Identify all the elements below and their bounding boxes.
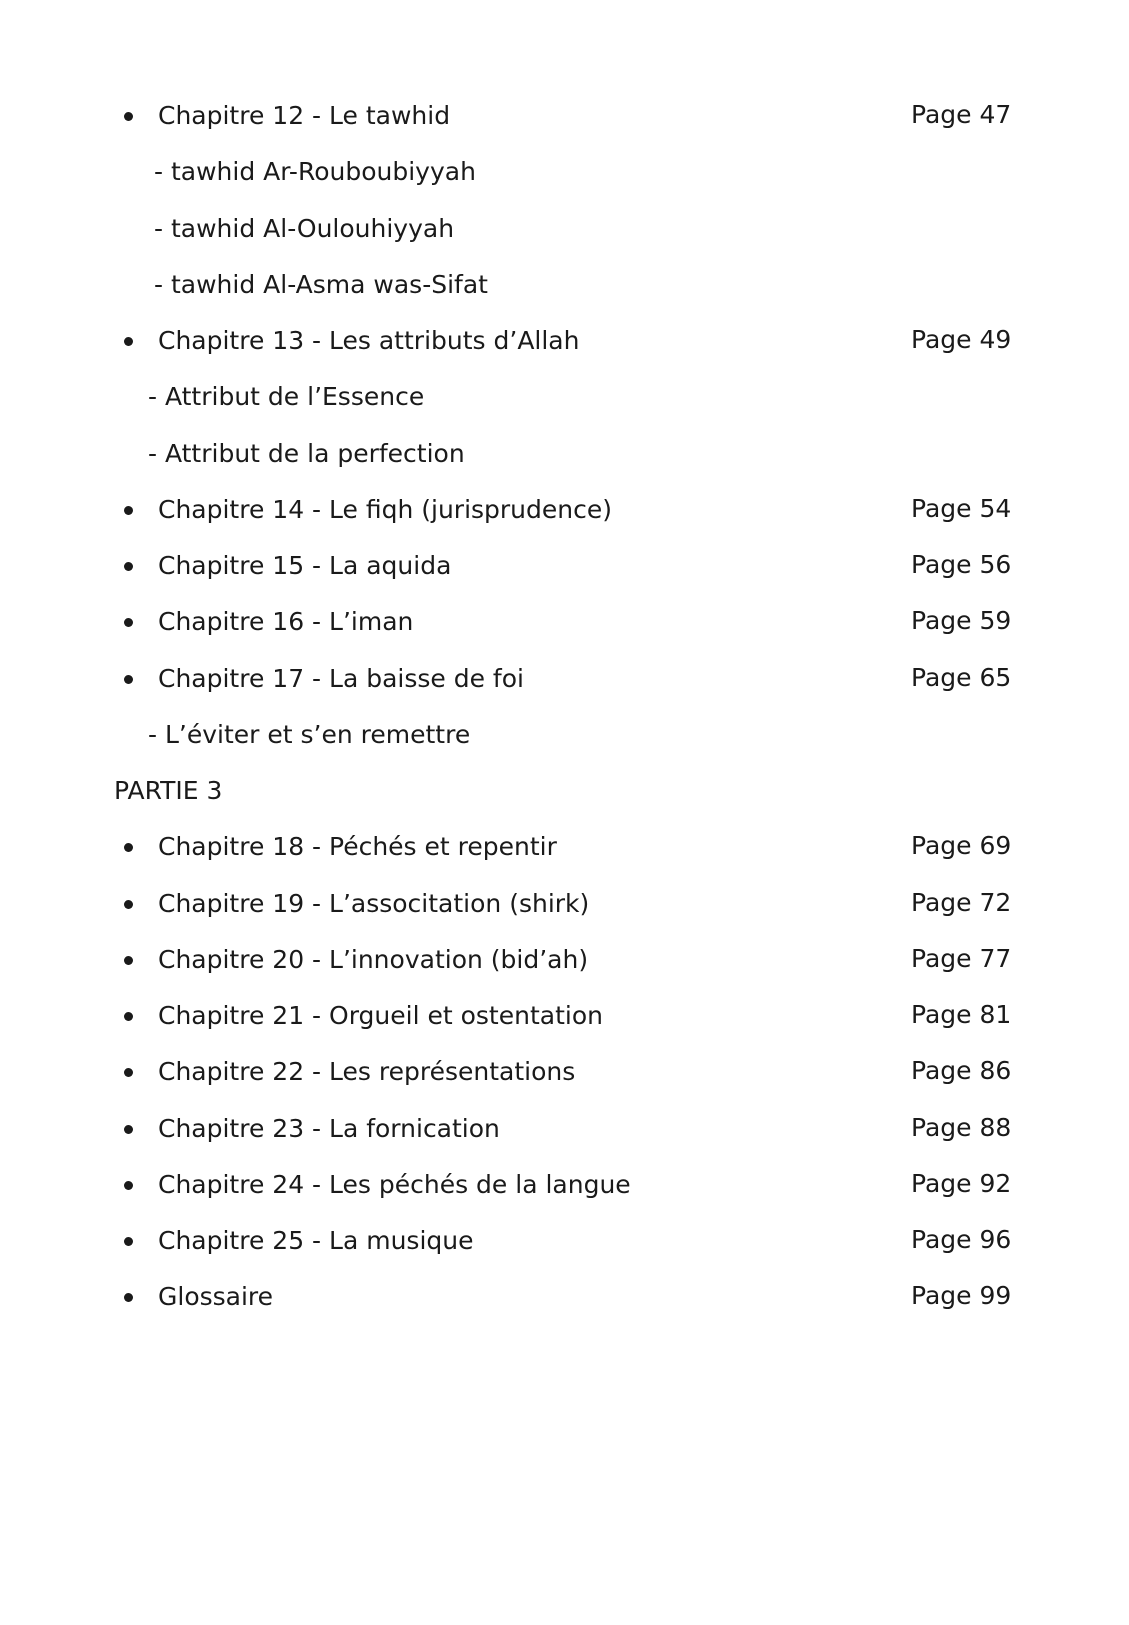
toc-entry [0,1221,1129,1261]
toc-entry [0,884,1129,924]
toc-subentry-title: - tawhid Ar-Rouboubiyyah [154,157,476,187]
toc-entry-title: Chapitre 16 - L’iman [158,607,414,637]
toc-entry-page: Page 59 [911,606,1012,636]
bullet-icon [124,1125,133,1134]
toc-subentry-title: - Attribut de la perfection [148,438,465,468]
bullet-icon [124,1068,133,1077]
toc-entry-page: Page 49 [911,325,1012,354]
toc-entry-page: Page 56 [911,550,1012,579]
toc-entry [0,602,1129,642]
toc-entry-title: Chapitre 18 - Péchés et repentir [158,832,557,862]
toc-subentry [0,152,1129,192]
toc-entry-title: Chapitre 12 - Le tawhid [158,101,451,130]
bullet-icon [124,562,133,571]
toc-entry-title: Chapitre 13 - Les attributs d’Allah [158,326,580,355]
toc-subentry [0,209,1129,249]
toc-subentry-title: - L’éviter et s’en remettre [148,719,471,749]
toc-entry [0,321,1129,361]
toc-entry-page: Page 88 [911,1112,1012,1142]
toc-entry [0,96,1129,136]
toc-entry-title: Chapitre 21 - Orgueil et ostentation [158,1001,603,1030]
toc-entry [0,659,1129,699]
bullet-icon [124,506,133,515]
toc-entry-page: Page 92 [911,1168,1012,1198]
toc-subentry-title: - tawhid Al-Oulouhiyyah [154,213,455,243]
bullet-icon [124,1012,133,1021]
part-heading-title: PARTIE 3 [114,776,223,805]
toc-entry-title: Chapitre 23 - La fornication [158,1113,500,1143]
toc-entry-page: Page 47 [911,100,1012,129]
toc-entry-title: Chapitre 19 - L’associtation (shirk) [158,888,590,918]
toc-entry-page: Page 77 [911,943,1012,973]
toc-subentry-title: - Attribut de l’Essence [148,382,425,412]
toc-subentry [0,265,1129,305]
toc-entry-title: Chapitre 15 - La aquida [158,551,452,580]
toc-entry [0,940,1129,980]
toc-entry-title: Chapitre 22 - Les représentations [158,1057,576,1087]
bullet-icon [124,956,133,965]
toc-entry-title: Chapitre 14 - Le fiqh (jurisprudence) [158,494,613,524]
toc-entry-page: Page 69 [911,831,1012,861]
toc-subentry [0,434,1129,474]
toc-entry-page: Page 54 [911,493,1012,523]
bullet-icon [124,1293,133,1302]
toc-entry [0,827,1129,867]
toc-subentry-title: - tawhid Al-Asma was-Sifat [154,269,488,299]
toc-entry [0,1277,1129,1317]
toc-entry-title: Chapitre 17 - La baisse de foi [158,663,524,693]
toc-entry [0,1052,1129,1092]
bullet-icon [124,337,133,346]
toc-entry-page: Page 65 [911,662,1012,692]
toc-entry-page: Page 72 [911,887,1012,917]
toc-entry-page: Page 99 [911,1281,1012,1311]
bullet-icon [124,1181,133,1190]
toc-entry-page: Page 96 [911,1225,1012,1254]
bullet-icon [124,618,133,627]
toc-subentry [0,715,1129,755]
bullet-icon [124,1237,133,1246]
toc-entry-title: Glossaire [158,1282,274,1312]
toc-entry [0,1165,1129,1205]
toc-entry-page: Page 81 [911,1000,1012,1029]
bullet-icon [124,675,133,684]
toc-entry-title: Chapitre 20 - L’innovation (bid’ah) [158,944,589,974]
toc-entry [0,1109,1129,1149]
bullet-icon [124,900,133,909]
bullet-icon [124,112,133,121]
part-heading [0,771,1129,811]
bullet-icon [124,843,133,852]
toc-entry-title: Chapitre 25 - La musique [158,1226,474,1255]
toc-entry [0,490,1129,530]
toc-entry-page: Page 86 [911,1056,1012,1086]
toc-entry [0,546,1129,586]
toc-entry [0,996,1129,1036]
toc-entry-title: Chapitre 24 - Les péchés de la langue [158,1169,631,1199]
toc-subentry [0,377,1129,417]
